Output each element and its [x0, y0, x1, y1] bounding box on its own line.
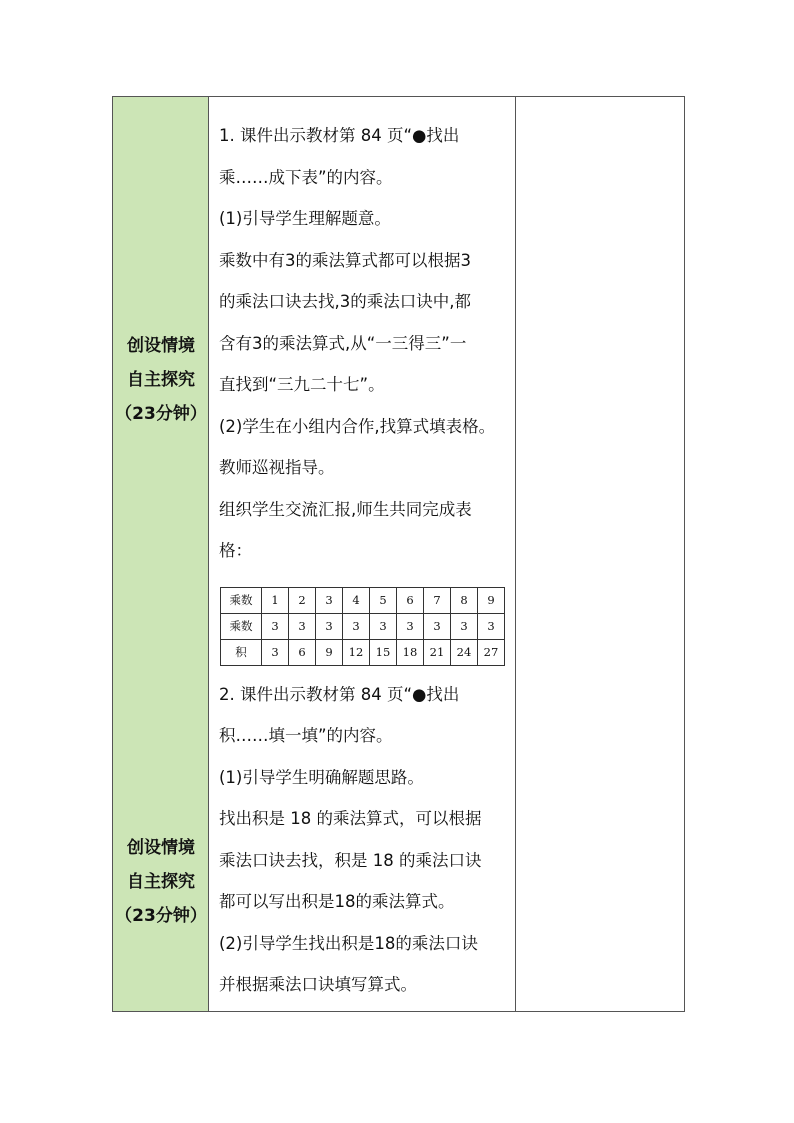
notes-column: [516, 97, 684, 1011]
table-cell: 乘数: [221, 587, 262, 613]
stage-label-2: [113, 831, 209, 933]
stage-label-duration: （23分钟）: [115, 906, 207, 926]
paragraph: 并根据乘法口诀填写算式。: [219, 975, 417, 994]
paragraph: 都可以写出积是18的乘法算式。: [219, 892, 455, 911]
paragraph: 1. 课件出示教材第 84 页“●找出: [219, 126, 460, 145]
paragraph: 组织学生交流汇报,师生共同完成表: [219, 499, 472, 519]
table-cell: 15: [370, 639, 397, 665]
table-cell: 18: [397, 639, 424, 665]
table-cell: 6: [397, 587, 424, 613]
paragraph: 乘法口诀去找，积是 18 的乘法口诀: [219, 850, 482, 870]
table-cell: 4: [343, 587, 370, 613]
table-cell: 3: [424, 613, 451, 639]
paragraph: (2)引导学生找出积是18的乘法口诀: [219, 933, 478, 953]
lesson-plan-table: [112, 96, 685, 1012]
table-cell: 24: [451, 639, 478, 665]
paragraph: 教师巡视指导。: [219, 458, 335, 477]
paragraph: 2. 课件出示教材第 84 页“●找出: [219, 684, 460, 704]
table-cell: 3: [343, 613, 370, 639]
paragraph: 乘……成下表”的内容。: [219, 167, 393, 187]
table-cell: 3: [262, 613, 289, 639]
table-cell: 3: [478, 613, 505, 639]
stage-label-line: 创设情境: [127, 336, 195, 356]
paragraph: 乘数中有3的乘法算式都可以根据3: [219, 250, 471, 270]
stage-label-1: [113, 329, 209, 431]
stage-label-duration: （23分钟）: [115, 404, 207, 424]
paragraph: 找出积是 18 的乘法算式，可以根据: [219, 809, 482, 828]
paragraph: 的乘法口诀去找,3的乘法口诀中,都: [219, 292, 471, 311]
table-cell: 3: [262, 639, 289, 665]
paragraph: 含有3的乘法算式,从“一三得三”一: [219, 333, 467, 353]
multiplication-table: [220, 587, 505, 666]
paragraph: (1)引导学生明确解题思路。: [219, 767, 424, 787]
table-cell: 2: [289, 587, 316, 613]
stage-label-line: 创设情境: [127, 838, 195, 858]
table-row: [221, 639, 505, 665]
table-cell: 积: [221, 639, 262, 665]
content-text: [219, 115, 519, 1006]
paragraph: 直找到“三九二十七”。: [219, 375, 385, 394]
table-cell: 6: [289, 639, 316, 665]
table-cell: 乘数: [221, 613, 262, 639]
table-cell: 27: [478, 639, 505, 665]
table-cell: 5: [370, 587, 397, 613]
table-row: [221, 613, 505, 639]
stage-label-line: 自主探究: [127, 370, 195, 390]
table-cell: 21: [424, 639, 451, 665]
paragraph: (1)引导学生理解题意。: [219, 209, 391, 228]
table-cell: 7: [424, 587, 451, 613]
paragraph: (2)学生在小组内合作,找算式填表格。: [219, 416, 496, 436]
table-cell: 1: [262, 587, 289, 613]
stage-column: [113, 97, 209, 1011]
table-row: [221, 587, 505, 613]
paragraph: 积……填一填”的内容。: [219, 726, 393, 745]
content-column: [209, 97, 516, 1011]
table-cell: 3: [289, 613, 316, 639]
table-cell: 9: [478, 587, 505, 613]
stage-label-line: 自主探究: [127, 872, 195, 892]
table-cell: 3: [397, 613, 424, 639]
table-cell: 3: [316, 587, 343, 613]
paragraph: 格：: [219, 541, 252, 560]
table-cell: 8: [451, 587, 478, 613]
table-cell: 12: [343, 639, 370, 665]
table-cell: 3: [451, 613, 478, 639]
table-cell: 9: [316, 639, 343, 665]
table-cell: 3: [370, 613, 397, 639]
table-cell: 3: [316, 613, 343, 639]
